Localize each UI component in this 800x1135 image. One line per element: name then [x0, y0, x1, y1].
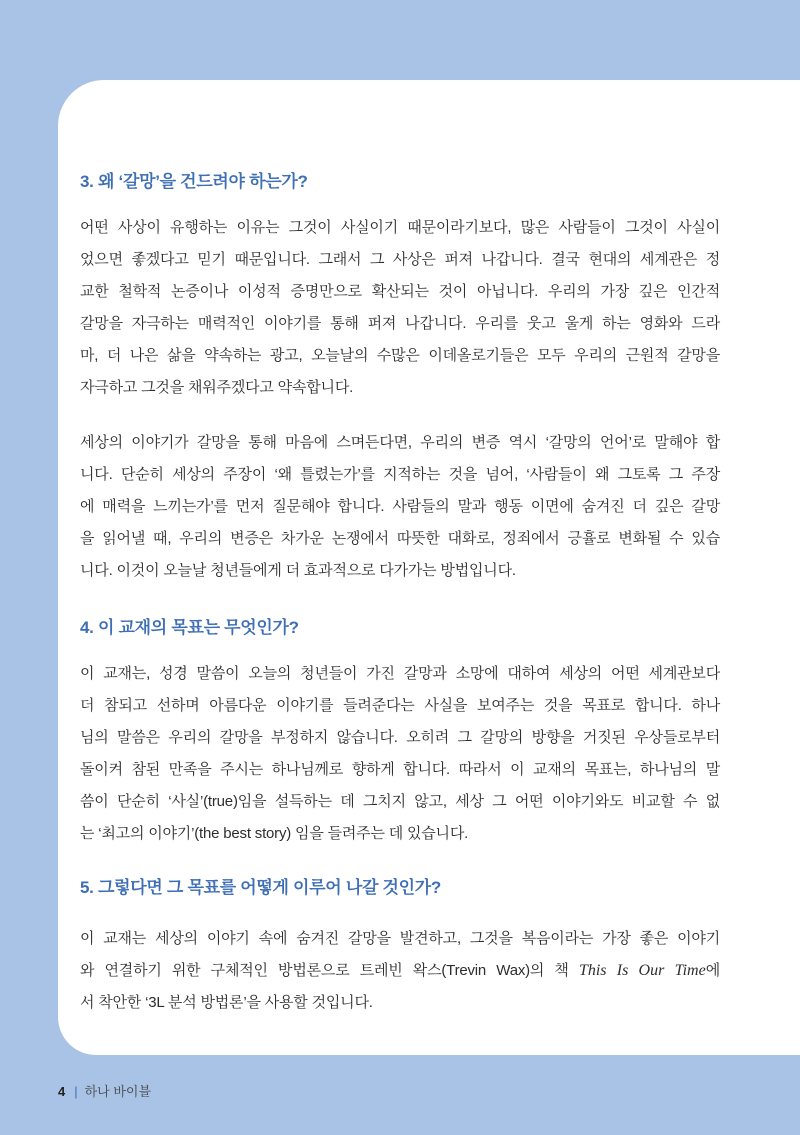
text-segment: 에: [705, 962, 720, 979]
text-line: 마, 더 나은 삶을 약속하는 광고, 오늘날의 수많은 이데올로기들은 모두 우리의 근원적 갈망을: [80, 347, 720, 364]
text-line: 세상의 이야기가 갈망을 통해 마음에 스며든다면, 우리의 변증 역시 ‘갈망의 언어’로 말해야 합: [80, 434, 720, 451]
text-line: 서 착안한 ‘3L 분석 방법론’을 사용할 것입니다.: [80, 994, 373, 1011]
section-5: [80, 872, 720, 1019]
text-line: 자극하고 그것을 채워주겠다고 약속합니다.: [80, 379, 354, 396]
text-line: 교한 철학적 논증이나 이성적 증명만으로 확산되는 것이 아닙니다. 우리의 가장 깊은 인간적: [80, 283, 720, 300]
paragraph: [80, 923, 720, 1019]
section-heading: 4. 이 교재의 목표는 무엇인가?: [80, 618, 299, 637]
section-heading: 3. 왜 ‘갈망’을 건드려야 하는가?: [80, 172, 308, 191]
text-line: 을 읽어낼 때, 우리의 변증은 차가운 논쟁에서 따뜻한 대화로, 정죄에서 긍휼로 변화될 수 있습: [80, 530, 720, 547]
paragraph: [80, 427, 720, 587]
text-line: 씀이 단순히 ‘사실’(true)임을 설득하는 데 그치지 않고, 세상 그 어떤 이야기와도 비교할 수 없: [80, 793, 720, 810]
text-line: 니다. 단순히 세상의 주장이 ‘왜 틀렸는가’를 지적하는 것을 넘어, ‘사람들이 왜 그토록 그 주장: [80, 466, 720, 483]
text-line: 돌이켜 참된 만족을 주시는 하나님께로 향하게 합니다. 따라서 이 교재의 목표는, 하나님의 말: [80, 761, 720, 778]
page-footer: [58, 1082, 151, 1102]
section-heading: 5. 그렇다면 그 목표를 어떻게 이루어 나갈 것인가?: [80, 878, 441, 897]
text-segment: 와 연결하기 위한 구체적인 방법론으로 트레빈 왁스(Trevin Wax)의 책: [80, 962, 579, 979]
text-line: 에 매력을 느끼는가’를 먼저 질문해야 합니다. 사람들의 말과 행동 이면에 숨겨진 더 깊은 갈망: [80, 498, 720, 515]
paragraph: [80, 658, 720, 850]
page-number: 4: [58, 1084, 66, 1099]
footer-separator: |: [74, 1084, 78, 1099]
text-line: 었으면 좋겠다고 믿기 때문입니다. 그래서 그 사상은 퍼져 나갑니다. 결국 현대의 세계관은 정: [80, 251, 720, 268]
page-content: [80, 166, 720, 1019]
section-4: [80, 612, 720, 850]
text-line: 더 참되고 선하며 아름다운 이야기를 들려준다는 사실을 보여주는 것을 목표로 합니다. 하나: [80, 697, 720, 714]
text-line: 니다. 이것이 오늘날 청년들에게 더 효과적으로 다가가는 방법입니다.: [80, 562, 516, 579]
section-3: [80, 166, 720, 587]
text-line: 어떤 사상이 유행하는 이유는 그것이 사실이기 때문이라기보다, 많은 사람들이 그것이 사실이: [80, 219, 720, 236]
book-title: This Is Our Time: [578, 962, 706, 979]
paragraph: [80, 212, 720, 404]
footer-book-title: 하나 바이블: [84, 1084, 152, 1099]
text-line: 갈망을 자극하는 매력적인 이야기를 통해 퍼져 나갑니다. 우리를 웃고 울게 하는 영화와 드라: [80, 315, 720, 332]
text-line: 이 교재는 세상의 이야기 속에 숨겨진 갈망을 발견하고, 그것을 복음이라는 가장 좋은 이야기: [80, 930, 720, 947]
text-line: 님의 말씀은 우리의 갈망을 부정하지 않습니다. 오히려 그 갈망의 방향을 거짓된 우상들로부터: [80, 729, 720, 746]
text-line: 이 교재는, 성경 말씀이 오늘의 청년들이 가진 갈망과 소망에 대하여 세상의 어떤 세계관보다: [80, 665, 720, 682]
text-line: [80, 955, 720, 987]
text-line: 는 ‘최고의 이야기’(the best story) 임을 들려주는 데 있습니다.: [80, 825, 469, 842]
